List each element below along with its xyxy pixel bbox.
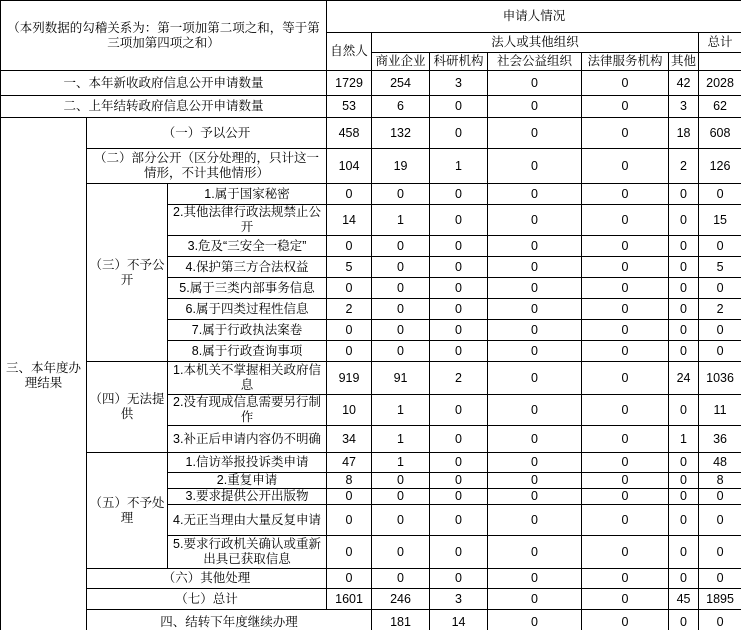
value-cell: 0 (582, 536, 669, 569)
value-cell: 0 (372, 341, 430, 362)
value-cell: 0 (582, 489, 669, 505)
value-cell: 2 (430, 362, 488, 395)
col-header-commercial-enterprise: 商业企业 (372, 53, 430, 71)
value-cell: 8 (699, 473, 741, 489)
row-label: 1.信访举报投诉类申请 (168, 453, 327, 473)
value-cell: 0 (582, 610, 669, 630)
value-cell: 181 (372, 610, 430, 630)
value-cell: 254 (372, 71, 430, 96)
value-cell: 0 (488, 489, 582, 505)
value-cell: 0 (488, 299, 582, 320)
table-row (1, 610, 741, 630)
table-row (1, 569, 741, 589)
value-cell: 36 (699, 426, 741, 453)
value-cell: 0 (669, 257, 699, 278)
value-cell: 0 (669, 569, 699, 589)
value-cell: 0 (488, 205, 582, 236)
value-cell: 0 (372, 489, 430, 505)
table-row (1, 71, 741, 96)
value-cell: 0 (582, 395, 669, 426)
value-cell: 0 (430, 569, 488, 589)
value-cell: 0 (372, 257, 430, 278)
table-row (1, 118, 741, 149)
value-cell: 0 (669, 473, 699, 489)
value-cell: 19 (372, 149, 430, 184)
value-cell: 0 (430, 505, 488, 536)
value-cell: 0 (582, 362, 669, 395)
row-label: 一、本年新收政府信息公开申请数量 (1, 71, 327, 96)
value-cell: 1 (669, 426, 699, 453)
value-cell: 0 (488, 236, 582, 257)
value-cell: 0 (488, 184, 582, 205)
group-label-unable-provide: （四）无法提供 (87, 362, 168, 453)
value-cell: 0 (430, 536, 488, 569)
value-cell: 1 (372, 426, 430, 453)
value-cell: 0 (582, 278, 669, 299)
value-cell: 0 (582, 505, 669, 536)
value-cell: 34 (327, 426, 372, 453)
value-cell: 0 (327, 536, 372, 569)
value-cell: 0 (488, 118, 582, 149)
value-cell: 0 (488, 473, 582, 489)
row-label: 1.属于国家秘密 (168, 184, 327, 205)
value-cell: 0 (699, 489, 741, 505)
col-header-other: 其他 (669, 53, 699, 71)
value-cell: 42 (669, 71, 699, 96)
value-cell: 18 (669, 118, 699, 149)
value-cell: 919 (327, 362, 372, 395)
value-cell: 14 (430, 610, 488, 630)
value-cell: 0 (582, 96, 669, 118)
value-cell: 1 (430, 149, 488, 184)
value-cell: 0 (582, 453, 669, 473)
value-cell: 0 (488, 453, 582, 473)
value-cell: 0 (669, 341, 699, 362)
value-cell: 246 (372, 589, 430, 610)
value-cell: 8 (327, 473, 372, 489)
row-label: （七）总计 (87, 589, 327, 610)
value-cell: 0 (430, 118, 488, 149)
value-cell: 0 (430, 453, 488, 473)
value-cell: 0 (582, 589, 669, 610)
value-cell: 0 (488, 610, 582, 630)
group-label-no-disclosure: （三）不予公开 (87, 184, 168, 362)
value-cell: 0 (669, 299, 699, 320)
value-cell: 0 (488, 589, 582, 610)
value-cell: 2028 (699, 71, 741, 96)
value-cell: 48 (699, 453, 741, 473)
value-cell: 0 (582, 569, 669, 589)
value-cell: 0 (430, 341, 488, 362)
value-cell: 91 (372, 362, 430, 395)
value-cell: 0 (372, 505, 430, 536)
empty-header-cell (699, 53, 741, 71)
value-cell: 24 (669, 362, 699, 395)
value-cell: 62 (699, 96, 741, 118)
col-header-legal-org: 法人或其他组织 (372, 33, 699, 53)
col-header-natural-person: 自然人 (327, 33, 372, 71)
col-header-public-welfare-org: 社会公益组织 (488, 53, 582, 71)
value-cell: 0 (669, 453, 699, 473)
row-label: 8.属于行政查询事项 (168, 341, 327, 362)
reconciliation-note: （本列数据的勾稽关系为：第一项加第二项之和，等于第三项加第四项之和） (1, 1, 327, 71)
value-cell: 0 (430, 278, 488, 299)
row-label: 1.本机关不掌握相关政府信息 (168, 362, 327, 395)
col-header-applicant-situation: 申请人情况 (327, 1, 741, 33)
value-cell: 0 (430, 236, 488, 257)
value-cell: 0 (582, 341, 669, 362)
value-cell: 6 (372, 96, 430, 118)
value-cell: 0 (372, 569, 430, 589)
value-cell: 0 (669, 184, 699, 205)
value-cell: 0 (699, 569, 741, 589)
value-cell: 2 (699, 299, 741, 320)
value-cell: 0 (669, 320, 699, 341)
value-cell: 0 (430, 426, 488, 453)
value-cell: 0 (430, 257, 488, 278)
value-cell: 0 (327, 320, 372, 341)
value-cell: 0 (582, 473, 669, 489)
row-label: 4.无正当理由大量反复申请 (168, 505, 327, 536)
row-label: 4.保护第三方合法权益 (168, 257, 327, 278)
value-cell: 0 (372, 473, 430, 489)
value-cell: 1036 (699, 362, 741, 395)
value-cell: 0 (669, 395, 699, 426)
table-row (1, 184, 741, 205)
value-cell: 0 (582, 149, 669, 184)
value-cell: 0 (582, 320, 669, 341)
row-label: 3.要求提供公开出版物 (168, 489, 327, 505)
value-cell: 104 (327, 149, 372, 184)
value-cell: 0 (699, 236, 741, 257)
value-cell: 1729 (327, 71, 372, 96)
value-cell: 0 (488, 320, 582, 341)
value-cell: 2 (327, 299, 372, 320)
value-cell: 0 (488, 362, 582, 395)
value-cell: 3 (430, 589, 488, 610)
value-cell: 0 (582, 236, 669, 257)
row-label: 7.属于行政执法案卷 (168, 320, 327, 341)
value-cell: 0 (327, 569, 372, 589)
value-cell: 0 (699, 320, 741, 341)
value-cell: 0 (488, 96, 582, 118)
value-cell: 0 (669, 536, 699, 569)
table-row (1, 589, 741, 610)
value-cell: 0 (327, 505, 372, 536)
col-header-research-institution: 科研机构 (430, 53, 488, 71)
value-cell: 0 (430, 395, 488, 426)
value-cell: 0 (372, 320, 430, 341)
value-cell: 0 (372, 536, 430, 569)
value-cell: 0 (488, 71, 582, 96)
value-cell: 0 (327, 278, 372, 299)
value-cell: 0 (372, 299, 430, 320)
value-cell: 1 (372, 453, 430, 473)
value-cell: 0 (699, 278, 741, 299)
value-cell: 0 (699, 536, 741, 569)
value-cell: 0 (669, 505, 699, 536)
value-cell: 0 (488, 505, 582, 536)
value-cell: 0 (488, 278, 582, 299)
value-cell: 0 (430, 299, 488, 320)
value-cell: 0 (582, 299, 669, 320)
value-cell: 0 (699, 341, 741, 362)
row-label: 2.重复申请 (168, 473, 327, 489)
row-label: 四、结转下年度继续办理 (87, 610, 372, 630)
value-cell: 0 (669, 236, 699, 257)
section-label-year-result: 三、本年度办理结果 (1, 118, 87, 630)
value-cell: 1601 (327, 589, 372, 610)
value-cell: 458 (327, 118, 372, 149)
value-cell: 14 (327, 205, 372, 236)
value-cell: 0 (327, 184, 372, 205)
value-cell: 0 (488, 536, 582, 569)
value-cell: 0 (430, 184, 488, 205)
value-cell: 0 (669, 610, 699, 630)
value-cell: 0 (488, 426, 582, 453)
value-cell: 0 (582, 71, 669, 96)
value-cell: 0 (430, 320, 488, 341)
value-cell: 3 (669, 96, 699, 118)
value-cell: 0 (488, 257, 582, 278)
value-cell: 1 (372, 395, 430, 426)
value-cell: 5 (699, 257, 741, 278)
value-cell: 1 (372, 205, 430, 236)
value-cell: 0 (430, 96, 488, 118)
value-cell: 132 (372, 118, 430, 149)
value-cell: 0 (488, 395, 582, 426)
value-cell: 2 (669, 149, 699, 184)
row-label: （二）部分公开（区分处理的，只计这一情形，不计其他情形） (87, 149, 327, 184)
value-cell: 608 (699, 118, 741, 149)
value-cell: 0 (327, 236, 372, 257)
row-label: 2.没有现成信息需要另行制作 (168, 395, 327, 426)
table-row (1, 96, 741, 118)
table-row (1, 149, 741, 184)
value-cell: 126 (699, 149, 741, 184)
value-cell: 0 (582, 118, 669, 149)
value-cell: 0 (582, 205, 669, 236)
value-cell: 0 (582, 426, 669, 453)
row-label: （一）予以公开 (87, 118, 327, 149)
col-header-total: 总计 (699, 33, 741, 53)
value-cell: 0 (669, 205, 699, 236)
row-label: （六）其他处理 (87, 569, 327, 589)
value-cell: 0 (669, 278, 699, 299)
value-cell: 5 (327, 257, 372, 278)
value-cell: 45 (669, 589, 699, 610)
value-cell: 0 (582, 184, 669, 205)
col-header-legal-service-org: 法律服务机构 (582, 53, 669, 71)
value-cell: 11 (699, 395, 741, 426)
value-cell: 0 (582, 257, 669, 278)
value-cell: 0 (488, 569, 582, 589)
row-label: 5.要求行政机关确认或重新出具已获取信息 (168, 536, 327, 569)
value-cell: 0 (669, 489, 699, 505)
value-cell: 0 (430, 473, 488, 489)
value-cell: 0 (430, 489, 488, 505)
row-label: 3.补正后申请内容仍不明确 (168, 426, 327, 453)
value-cell: 10 (327, 395, 372, 426)
value-cell: 0 (488, 341, 582, 362)
value-cell: 0 (327, 341, 372, 362)
value-cell: 15 (699, 205, 741, 236)
header-row-1 (1, 1, 741, 33)
value-cell: 1895 (699, 589, 741, 610)
value-cell: 53 (327, 96, 372, 118)
value-cell: 0 (488, 149, 582, 184)
value-cell: 0 (699, 184, 741, 205)
value-cell: 0 (430, 205, 488, 236)
row-label: 2.其他法律行政法规禁止公开 (168, 205, 327, 236)
row-label: 二、上年结转政府信息公开申请数量 (1, 96, 327, 118)
table-row (1, 453, 741, 473)
row-label: 6.属于四类过程性信息 (168, 299, 327, 320)
value-cell: 0 (699, 505, 741, 536)
row-label: 3.危及“三安全一稳定” (168, 236, 327, 257)
value-cell: 0 (372, 278, 430, 299)
value-cell: 3 (430, 71, 488, 96)
row-label: 5.属于三类内部事务信息 (168, 278, 327, 299)
table-row (1, 362, 741, 395)
value-cell: 47 (327, 453, 372, 473)
group-label-no-handle: （五）不予处理 (87, 453, 168, 569)
value-cell: 0 (372, 236, 430, 257)
value-cell: 0 (372, 184, 430, 205)
value-cell: 0 (699, 610, 741, 630)
value-cell: 0 (327, 489, 372, 505)
